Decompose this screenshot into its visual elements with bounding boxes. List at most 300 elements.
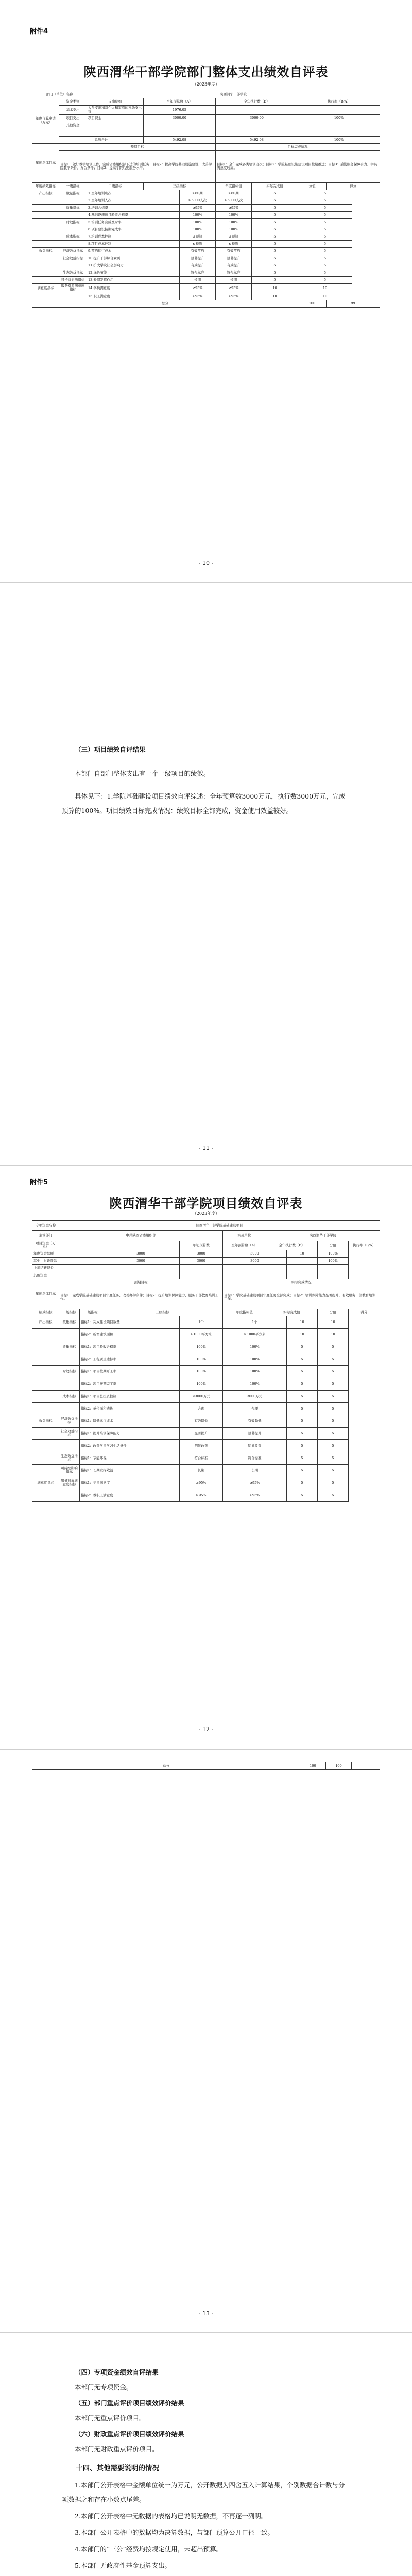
target-cell: 显著提升 [180,1427,223,1439]
level3-cell: 指标1：项目总投资控制 [80,1390,180,1402]
score-full-cell: 5 [252,255,298,262]
score-cell: 5 [318,1427,349,1439]
score-cell: 5 [318,1365,349,1378]
score-cell: 5 [318,1341,349,1353]
goal-done-title: 目标完成情况 [216,143,380,150]
level2-cell: 质量指标 [59,204,87,211]
impl-value: 陕西渭华干部学院 [266,1231,380,1241]
table-row [32,1415,380,1427]
level1-cell [32,1464,59,1477]
table-row [32,293,380,300]
target-cell: 100% [180,1378,223,1390]
score-cell: 5 [318,1390,349,1402]
level3-cell: 6.项目建设按期完成率 [87,226,180,233]
score-full-cell: 5 [287,1464,318,1477]
level1-cell [32,1489,59,1501]
table-row [32,269,380,276]
score-cell: 5 [318,1439,349,1452]
cont-total-label: 总分 [32,1762,300,1770]
actual-cell: ≥95% [216,293,252,300]
page-14 [0,2333,412,2576]
level3-cell: 指标2：新增建筑面积 [80,1328,180,1341]
score-cell: 10 [298,283,352,293]
goal-done-text: 目标1：全年完成各类培训班次；目标2：学院基础设施建设项目按期推进；目标3：后勤服务保障有力，学员满意度较高。 [216,150,380,182]
section-paragraph: 本部门自部门整体支出有一个一级项目的绩效。 [75,770,210,777]
score-full-cell: 5 [287,1415,318,1427]
table-row [32,283,380,293]
target-cell: 有效降低 [180,1415,223,1427]
actual-cell: 合理 [223,1402,287,1415]
actual-cell: 1个 [223,1316,287,1328]
level1-cell [32,197,59,204]
level3-cell: 指标1：学员满意度 [80,1477,180,1489]
goal-plan-text: 目标1：做好教学培训工作，完成省委组织部下达的培训任务；目标2：提高学院基础设施建设，改善学院教学条件、办公条件；目标3：提高学院后勤服务水平。 [59,150,216,182]
score-cell: 5 [298,247,352,255]
annex4-title: 陕西渭华干部学院部门整体支出绩效自评表 [83,64,329,79]
perf-col: 实际完成值 [266,1309,318,1316]
perf-col: 一级指标 [59,1309,80,1316]
paragraph: 本部门无重点评价项目。 [75,2414,146,2422]
table-row [32,276,380,283]
level3-cell: 13.长期发挥作用 [87,276,180,283]
page-13 [0,1750,412,2332]
level3-cell: 7.培训成本控制 [87,233,180,240]
level3-cell: 指标2：单位面积造价 [80,1402,180,1415]
fund-cell [87,122,144,129]
score-full-cell: 5 [252,262,298,269]
actual-cell: ≥95% [223,1477,287,1489]
score-cell: 10 [318,1328,349,1341]
goal-label: 年度总体目标 [32,1279,59,1309]
perf-col: 一级指标 [59,182,87,190]
level2-cell [59,197,87,204]
annex5-table [32,1220,380,1502]
fund-cell [318,1272,349,1279]
section-paragraph: 具体见下：1.学院基础建设项目绩效自评综述：全年预算数3000万元，执行数3000万元，完成预算的100%。项目绩效目标完成情况：绩效目标全部完成，资金使用效益较好。 [62,792,346,815]
level1-cell [32,240,59,247]
level2-cell [59,262,87,269]
level1-cell [32,1390,59,1402]
target-cell: 100% [180,1365,223,1378]
fund-cell: 3000 [102,1250,180,1257]
score-cell: 5 [318,1402,349,1415]
level1-cell [32,1341,59,1353]
target-cell: ≤预算 [180,240,216,247]
target-cell: 100% [180,211,216,218]
goal-label: 年度总体目标 [32,143,59,182]
actual-cell: 100% [216,218,252,226]
level2-cell: 社会效益指标 [59,255,87,262]
target-cell: 1个 [180,1316,223,1328]
level1-cell [32,1439,59,1452]
level2-cell: 经济效益指标 [59,247,87,255]
fund-cell [144,129,216,136]
goal-plan-text: 目标1：完成学院基础建设项目年度任务，改善办学条件；目标2：提升培训保障能力，服务干部教育培训工作。 [59,1286,223,1309]
target-cell: 有效节约 [180,247,216,255]
fund-col: 年初预算数 [180,1241,223,1250]
list-item: 3.本部门公开表格中的数据均为决算数据，与部门预算公开口径一致。 [75,2529,274,2536]
actual-cell: 显著提升 [223,1427,287,1439]
actual-cell: 显著提升 [216,255,252,262]
target-cell: ≥60期 [180,190,216,197]
level3-cell: 指标1：项目按期开工率 [80,1365,180,1378]
table-row [32,1402,380,1415]
table-row [32,262,380,269]
level2-cell: 质量指标 [59,1341,80,1353]
score-cell: 5 [318,1353,349,1365]
table-row [32,1365,380,1378]
actual-cell: ≥60期 [216,190,252,197]
score-cell: 5 [298,240,352,247]
level1-cell [32,211,59,218]
level2-cell [59,1439,80,1452]
sub-heading: （六）财政重点评价项目绩效评价结果 [75,2430,184,2438]
level2-cell: 成本指标 [59,233,87,240]
level2-cell: 时效指标 [59,218,87,226]
level1-cell: 产出指标 [32,1316,59,1328]
score-cell: 5 [298,197,352,204]
fund-cell [287,1272,318,1279]
fund-cell: 基本支出 [59,106,87,115]
paragraph: 本部门无财政重点评价项目。 [75,2445,159,2453]
level1-cell [32,293,59,300]
perf-col: 分值 [298,182,327,190]
score-cell: 5 [298,190,352,197]
dept-label: 主管部门 [32,1231,59,1241]
col-budget: 全年预算数（A） [144,98,216,106]
table-row [32,190,380,197]
table-row [32,255,380,262]
fund-cell: 项目支出 [59,114,87,122]
level1-cell [32,1452,59,1464]
level3-cell: 指标2：改善学员学习生活条件 [80,1439,180,1452]
score-full-cell: 5 [252,269,298,276]
table-row [32,1378,380,1390]
score-full-cell: 5 [252,247,298,255]
fund-cell [298,129,380,136]
fund-cell: 3000 [223,1250,287,1257]
total-score: 99 [327,300,380,307]
fund-cell: 3000.00 [216,114,298,122]
score-full-cell: 5 [287,1427,318,1439]
level2-cell: 服务对象满意度指标 [59,283,87,293]
fund-cell: 3000 [223,1257,287,1264]
dept-value: 中共陕西省委组织部 [59,1231,223,1241]
table-row [32,226,380,233]
annex5-title: 陕西渭华干部学院项目绩效自评表 [109,1196,303,1211]
score-cell: 5 [298,233,352,240]
fund-col: 执行率（B/A） [349,1241,380,1250]
level1-cell [32,276,59,283]
level1-cell [32,1353,59,1365]
actual-cell: ≥95% [216,283,252,293]
score-full-cell: 10 [252,293,298,300]
annex4-table [32,91,380,308]
score-cell: 10 [298,293,352,300]
level3-cell: 指标2：项目按期完工率 [80,1378,180,1390]
fund-cell: 项目资金 [87,114,144,122]
table-row [32,211,380,218]
level2-cell: 成本指标 [59,1390,80,1402]
fund-cell [298,106,380,115]
fund-cell [180,1272,223,1279]
level3-cell: 15.职工满意度 [87,293,180,300]
fund-cell [318,1264,349,1272]
level3-cell: 指标1：项目验收合格率 [80,1341,180,1353]
fund-cell [287,1264,318,1272]
score-full-cell: 5 [252,197,298,204]
actual-cell: 100% [216,211,252,218]
table-row [32,1477,380,1489]
goal-done-title: 实际完成情况 [223,1279,380,1286]
fund-cell [216,122,298,129]
fund-cell [287,1257,318,1264]
level3-cell: 10.提升干部综合素质 [87,255,180,262]
cont-empty [352,1762,380,1770]
score-full-cell: 5 [252,204,298,211]
level3-cell: 指标1：长期发挥效益 [80,1464,180,1477]
unit-label: 部门（单位）名称 [32,91,87,98]
fund-cell: 人员支出和对个人和家庭的补助支出等 [87,106,144,115]
score-cell: 10 [318,1316,349,1328]
level2-cell [59,1402,80,1415]
paragraph: 本部门无专项资金。 [75,2383,133,2391]
fund-cell [223,1264,287,1272]
goal-done-text: 目标1：学院基础建设项目年度任务全部完成；目标2：培训保障能力显著提升，有效服务干部教育培训工作。 [223,1286,380,1309]
score-full-cell: 5 [287,1390,318,1402]
score-full-cell: 5 [287,1489,318,1501]
score-full-cell: 5 [252,276,298,283]
table-row [32,1427,380,1439]
level2-cell: 经济效益指标 [59,1415,80,1427]
table-row [32,247,380,255]
perf-label: 年度绩效指标 [32,182,59,190]
target-cell: ≥95% [180,283,216,293]
level1-cell [32,226,59,233]
level1-cell: 效益指标 [32,1415,59,1427]
total-label: 总额合计 [59,136,144,143]
cont-score: 100 [326,1762,352,1770]
actual-cell: ≥1000平方米 [223,1328,287,1341]
score-cell: 5 [318,1477,349,1489]
page-number: - 12 - [198,1726,214,1733]
table-row [32,1353,380,1365]
level3-cell: 1.全年培训班次 [87,190,180,197]
sub-heading: （五）部门重点评价项目绩效评价结果 [75,2399,184,2407]
perf-col: 得分 [327,182,380,190]
perf-col: 三级指标 [144,182,216,190]
table-row [32,197,380,204]
cont-score-full: 100 [300,1762,326,1770]
level1-cell [32,262,59,269]
unit-value: 陕西渭华干部学院 [87,91,380,98]
annex4-subtitle: （2023年度） [192,82,220,87]
fund-cell [102,1264,180,1272]
level3-cell: 8.项目成本控制 [87,240,180,247]
level2-cell [59,1378,80,1390]
level1-cell [32,1427,59,1439]
actual-cell: 有效提升 [216,262,252,269]
goal-plan-title: 预期目标 [59,1279,223,1286]
target-cell: 100% [180,1341,223,1353]
total-rate: 100% [298,136,380,143]
score-cell: 5 [298,226,352,233]
actual-cell: ≤预算 [216,233,252,240]
fund-name-cell: 上年结转资金 [32,1264,102,1272]
score-full-cell: 5 [287,1353,318,1365]
total-exec: 5492.08 [216,136,298,143]
page-11 [0,583,412,1165]
fund-header: 年度预算申请（万元） [32,98,59,144]
level2-cell [59,1489,80,1501]
level1-cell [32,255,59,262]
perf-col: 年度指标值 [223,1309,266,1316]
target-cell: 明显改善 [180,1439,223,1452]
table-row [32,1439,380,1452]
score-full-cell: 10 [287,1316,318,1328]
table-row [32,1257,380,1264]
goal-plan-title: 预期目标 [59,143,216,150]
target-cell: 100% [180,226,216,233]
level2-cell: 生态效益指标 [59,1452,80,1464]
score-full-cell: 5 [287,1402,318,1415]
target-cell: 100% [180,1353,223,1365]
score-cell: 5 [318,1489,349,1501]
table-row [32,240,380,247]
perf-col: 得分 [349,1309,380,1316]
fund-cell [144,122,216,129]
level2-cell: 社会效益指标 [59,1427,80,1439]
level1-cell: 产出指标 [32,190,59,197]
level3-cell: 4.基础设施项目验收合格率 [87,211,180,218]
total-row-label: 总分 [32,300,298,307]
level2-cell: 生态效益指标 [59,269,87,276]
target-cell: 100% [180,218,216,226]
level3-cell: 3.培训合格率 [87,204,180,211]
level1-cell [32,1378,59,1390]
section-heading: （三）项目绩效自评结果 [75,745,146,753]
fund-cell: 10 [287,1250,318,1257]
level3-cell: 指标1：提升培训保障能力 [80,1427,180,1439]
target-cell: 长期 [180,1464,223,1477]
proj-label: 专项资金名称 [32,1221,59,1231]
level3-cell: 2.全年培训人次 [87,197,180,204]
total-value: 5492.08 [144,136,216,143]
perf-col: 三级指标 [102,1309,223,1316]
fund-cell [216,106,298,115]
fund-col [59,1241,180,1250]
actual-cell: 100% [223,1353,287,1365]
page-12 [0,1166,412,1749]
level2-cell: 服务对象满意度指标 [59,1477,80,1489]
perf-label: 绩效指标 [32,1309,59,1316]
target-cell: 有效提升 [180,262,216,269]
fund-cell [223,1272,287,1279]
fund-name-cell: 年度资金总额 [32,1250,102,1257]
level3-cell: 指标1：节能环保 [80,1452,180,1464]
score-full-cell: 10 [252,283,298,293]
table-row [32,1264,380,1272]
perf-col: 实际完成值 [252,182,298,190]
target-cell: ≥95% [180,1489,223,1501]
fund-cell: 100% [298,114,380,122]
sub-heading: （四）专项资金绩效自评结果 [75,2368,159,2376]
level3-cell: 指标1：完成建设项目数量 [80,1316,180,1328]
table-row [32,218,380,226]
target-cell: 合理 [180,1402,223,1415]
fund-name-cell: 其中：财政拨款 [32,1257,102,1264]
actual-cell: 明显改善 [223,1439,287,1452]
impl-label: 实施单位 [223,1231,266,1241]
list-item: 5.本部门无政府性基金预算支出。 [75,2562,171,2569]
target-cell: ≥95% [180,1477,223,1489]
table-row [32,233,380,240]
target-cell: 符合标准 [180,269,216,276]
actual-cell: 符合标准 [223,1452,287,1464]
level3-cell: 11.扩大学院社会影响力 [87,262,180,269]
score-cell: 5 [298,204,352,211]
target-cell: 符合标准 [180,1452,223,1464]
score-cell: 5 [298,218,352,226]
fund-col: 全年执行数（B） [266,1241,318,1250]
fund-label: 项目资金（万元） [32,1241,59,1250]
level1-cell [32,1328,59,1341]
target-cell: ≤3000万元 [180,1390,223,1402]
score-full-cell: 5 [252,211,298,218]
fund-cell: …… [59,129,87,136]
score-full-cell: 5 [252,233,298,240]
score-cell: 5 [298,276,352,283]
score-cell: 5 [298,255,352,262]
level2-cell [59,226,87,233]
level2-cell: 可持续影响指标 [59,276,87,283]
actual-cell: 100% [216,226,252,233]
section-title: 十四、其他需要说明的情况 [76,2464,159,2472]
score-cell: 5 [298,211,352,218]
level1-cell [32,1402,59,1415]
actual-cell: 有效降低 [223,1415,287,1427]
actual-cell: ≥6000人次 [216,197,252,204]
actual-cell: 100% [223,1365,287,1378]
fund-col: 全年预算数（A） [223,1241,266,1250]
score-full-cell: 5 [287,1452,318,1464]
score-full-cell: 5 [252,218,298,226]
level3-cell: 12.绿色节能 [87,269,180,276]
perf-col: 二级指标 [87,182,144,190]
fund-cell: 其他资金 [59,122,87,129]
level2-cell: 可持续影响指标 [59,1464,80,1477]
fund-cell [298,122,380,129]
level1-cell: 满意度指标 [32,1477,59,1489]
target-cell: ≥95% [180,293,216,300]
level2-cell [59,211,87,218]
target-cell: ≥1000平方米 [180,1328,223,1341]
score-full-cell: 10 [287,1328,318,1341]
level2-cell [59,240,87,247]
score-full-cell: 5 [252,240,298,247]
level3-cell: 指标1：降低运行成本 [80,1415,180,1427]
list-item: 2.本部门公开表格中无数据的表格均已说明无数据，不再逐一列明。 [75,2512,268,2520]
level3-cell: 5.培训任务完成及时率 [87,218,180,226]
annex-label: 附件5 [30,1179,48,1187]
target-cell: ≥6000人次 [180,197,216,204]
score-full-cell: 5 [287,1439,318,1452]
table-row [32,204,380,211]
actual-cell: 长期 [216,276,252,283]
score-cell: 5 [298,269,352,276]
fund-cell: 3000 [102,1257,180,1264]
perf-col: 二级指标 [80,1309,102,1316]
